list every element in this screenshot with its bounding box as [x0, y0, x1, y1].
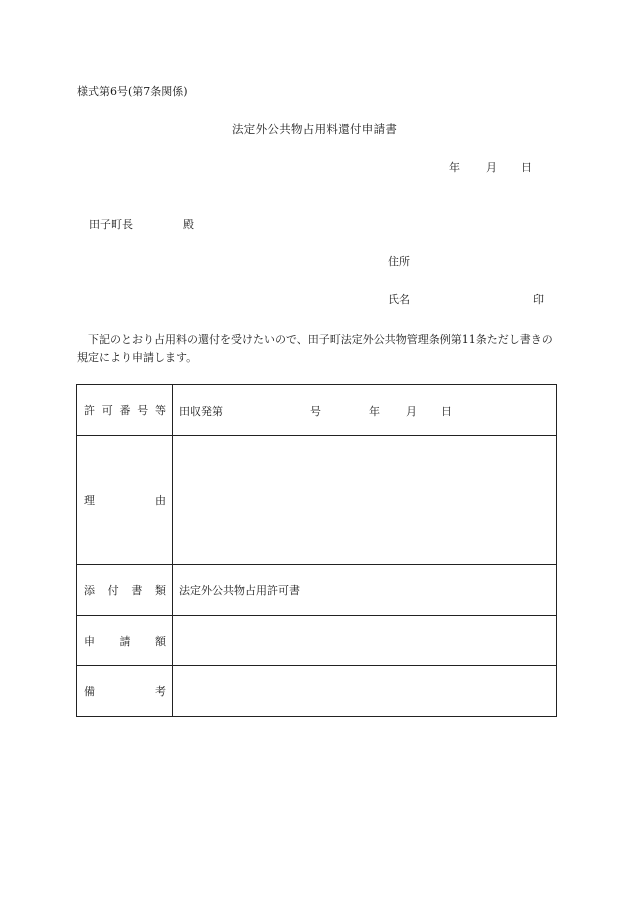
permit-number-prefix: 田収発第 [179, 405, 223, 418]
applicant-name-label: 氏名 [388, 293, 410, 306]
addressee-honorific: 殿 [183, 218, 194, 231]
permit-month-label: 月 [406, 405, 417, 418]
addressee-name: 田子町長 [89, 218, 133, 231]
label-char: 可 [101, 404, 113, 417]
label-char: 等 [155, 404, 166, 417]
date-month-label: 月 [486, 161, 497, 174]
reason-label [84, 492, 166, 508]
permit-number-suffix: 号 [310, 405, 321, 418]
remarks-field[interactable] [173, 666, 557, 717]
remarks-row [77, 666, 557, 717]
attachments-field[interactable]: 法定外公共物占用許可書 [173, 565, 557, 616]
reason-label-cell [77, 436, 173, 565]
label-char: 請 [119, 634, 131, 648]
amount-label [84, 633, 166, 649]
label-char: 類 [154, 584, 166, 597]
permit-number-row [77, 385, 557, 436]
form-number: 様式第6号(第7条関係) [77, 85, 188, 98]
label-char: 由 [155, 494, 166, 507]
request-statement-text: 下記のとおり占用料の還付を受けたいので、田子町法定外公共物管理条例第11条ただし書きの規定により申請します。 [77, 333, 553, 364]
label-char: 考 [155, 685, 166, 698]
application-details-table [76, 384, 557, 717]
permit-number-field[interactable] [173, 385, 557, 436]
label-char: 理 [84, 494, 95, 507]
permit-day-label: 日 [441, 405, 452, 418]
label-char: 申 [84, 634, 95, 648]
amount-row [77, 616, 557, 666]
attachments-row [77, 565, 557, 616]
applicant-address-label: 住所 [388, 255, 410, 268]
document-title: 法定外公共物占用料還付申請書 [232, 122, 398, 136]
reason-row [77, 436, 557, 565]
amount-field[interactable] [173, 616, 557, 666]
remarks-label [84, 683, 166, 699]
label-char: 書 [131, 584, 143, 597]
remarks-label-cell [77, 666, 173, 717]
permit-number-label-cell [77, 385, 173, 436]
reason-field[interactable] [173, 436, 557, 565]
seal-mark: 印 [533, 293, 544, 306]
label-char: 許 [84, 404, 95, 417]
label-char: 付 [107, 584, 119, 597]
label-char: 番 [119, 404, 131, 417]
request-statement [77, 331, 559, 367]
permit-year-label: 年 [369, 405, 380, 418]
label-char: 添 [84, 584, 95, 597]
attachments-label [84, 582, 166, 598]
date-day-label: 日 [521, 161, 532, 174]
label-char: 備 [84, 685, 95, 698]
permit-number-label [84, 402, 166, 418]
amount-label-cell [77, 616, 173, 666]
label-char: 額 [155, 634, 166, 648]
attachments-label-cell [77, 565, 173, 616]
date-year-label: 年 [449, 161, 460, 174]
label-char: 号 [137, 404, 149, 417]
